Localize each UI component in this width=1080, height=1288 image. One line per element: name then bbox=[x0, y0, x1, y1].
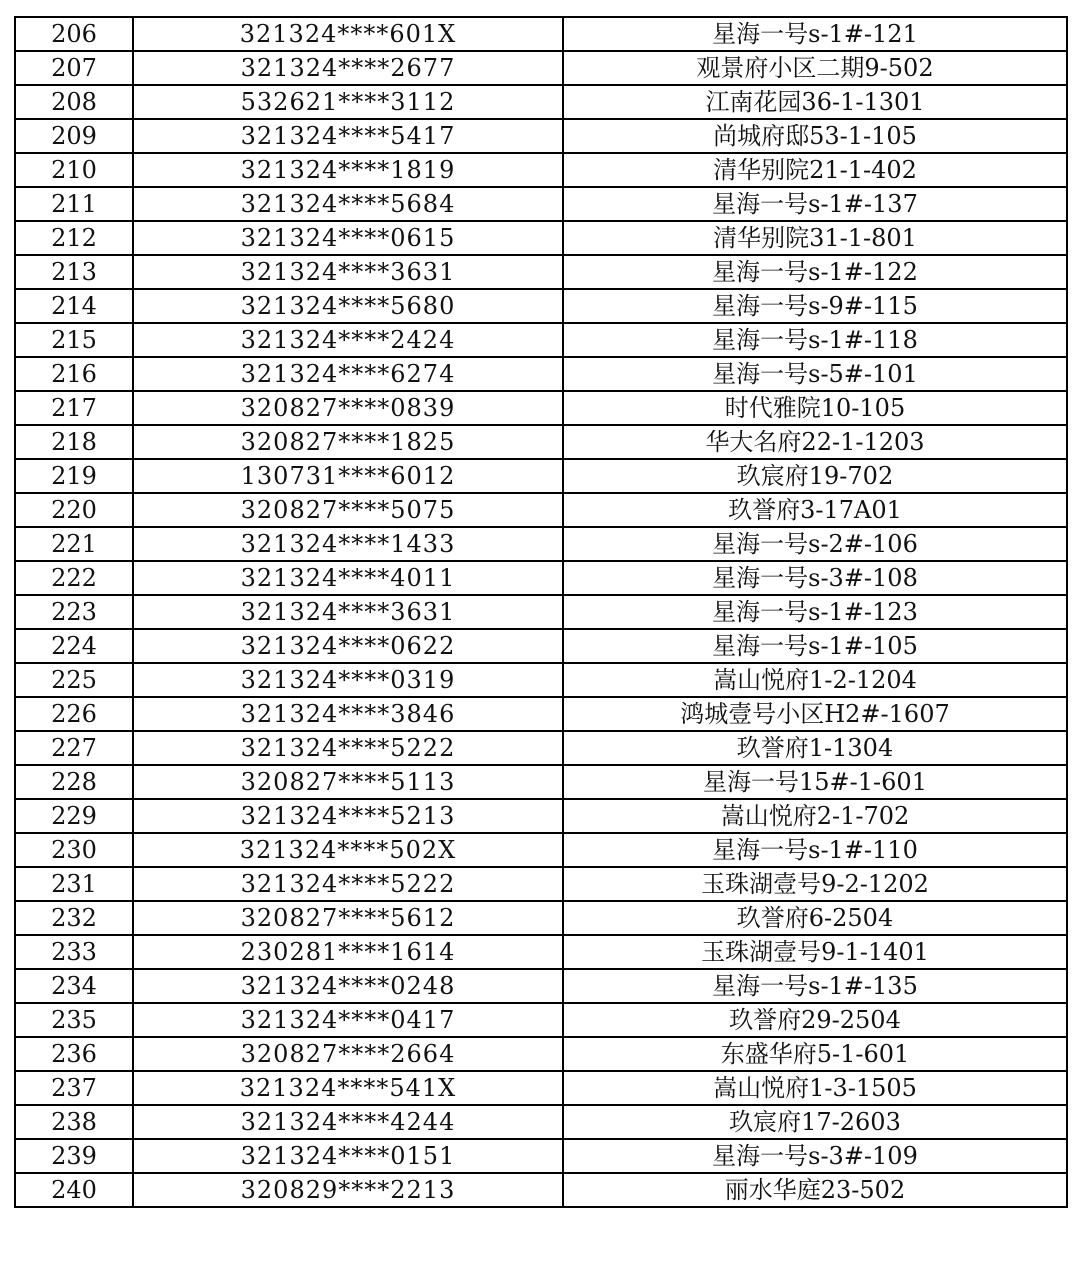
row-number-cell: 231 bbox=[15, 867, 133, 901]
row-number-cell: 236 bbox=[15, 1037, 133, 1071]
address-cell: 清华别院21-1-402 bbox=[563, 153, 1067, 187]
row-number-cell: 210 bbox=[15, 153, 133, 187]
id-number-cell: 321324****6274 bbox=[133, 357, 563, 391]
id-number-cell: 321324****502X bbox=[133, 833, 563, 867]
id-number-cell: 321324****5684 bbox=[133, 187, 563, 221]
address-cell: 时代雅院10-105 bbox=[563, 391, 1067, 425]
row-number-cell: 211 bbox=[15, 187, 133, 221]
table-row bbox=[15, 901, 1067, 935]
address-cell: 玉珠湖壹号9-2-1202 bbox=[563, 867, 1067, 901]
id-number-cell: 320827****5075 bbox=[133, 493, 563, 527]
address-cell: 星海一号s-1#-118 bbox=[563, 323, 1067, 357]
address-cell: 玖誉府29-2504 bbox=[563, 1003, 1067, 1037]
id-number-cell: 321324****0622 bbox=[133, 629, 563, 663]
id-number-cell: 321324****1433 bbox=[133, 527, 563, 561]
row-number-cell: 224 bbox=[15, 629, 133, 663]
table-row bbox=[15, 595, 1067, 629]
table-row bbox=[15, 867, 1067, 901]
row-number-cell: 225 bbox=[15, 663, 133, 697]
id-number-cell: 321324****541X bbox=[133, 1071, 563, 1105]
id-number-cell: 321324****4244 bbox=[133, 1105, 563, 1139]
address-cell: 星海一号s-2#-106 bbox=[563, 527, 1067, 561]
table-row bbox=[15, 51, 1067, 85]
id-number-cell: 321324****4011 bbox=[133, 561, 563, 595]
id-number-cell: 321324****0319 bbox=[133, 663, 563, 697]
table-row bbox=[15, 969, 1067, 1003]
row-number-cell: 219 bbox=[15, 459, 133, 493]
row-number-cell: 207 bbox=[15, 51, 133, 85]
table-row bbox=[15, 255, 1067, 289]
id-number-cell: 321324****5680 bbox=[133, 289, 563, 323]
address-cell: 星海一号s-1#-123 bbox=[563, 595, 1067, 629]
address-cell: 江南花园36-1-1301 bbox=[563, 85, 1067, 119]
address-cell: 星海一号s-1#-135 bbox=[563, 969, 1067, 1003]
address-cell: 嵩山悦府1-3-1505 bbox=[563, 1071, 1067, 1105]
address-cell: 嵩山悦府2-1-702 bbox=[563, 799, 1067, 833]
table-row bbox=[15, 765, 1067, 799]
address-cell: 尚城府邸53-1-105 bbox=[563, 119, 1067, 153]
address-cell: 东盛华府5-1-601 bbox=[563, 1037, 1067, 1071]
row-number-cell: 233 bbox=[15, 935, 133, 969]
row-number-cell: 227 bbox=[15, 731, 133, 765]
table-row bbox=[15, 1105, 1067, 1139]
table-row bbox=[15, 1037, 1067, 1071]
address-cell: 星海一号s-1#-105 bbox=[563, 629, 1067, 663]
id-number-cell: 321324****5222 bbox=[133, 731, 563, 765]
table-row bbox=[15, 119, 1067, 153]
row-number-cell: 212 bbox=[15, 221, 133, 255]
id-number-cell: 321324****0615 bbox=[133, 221, 563, 255]
table-row bbox=[15, 1139, 1067, 1173]
id-number-cell: 321324****0417 bbox=[133, 1003, 563, 1037]
table-row bbox=[15, 1173, 1067, 1207]
table-row bbox=[15, 85, 1067, 119]
id-number-cell: 320827****5612 bbox=[133, 901, 563, 935]
row-number-cell: 235 bbox=[15, 1003, 133, 1037]
address-cell: 星海一号s-3#-109 bbox=[563, 1139, 1067, 1173]
address-cell: 华大名府22-1-1203 bbox=[563, 425, 1067, 459]
id-number-cell: 321324****0248 bbox=[133, 969, 563, 1003]
address-cell: 星海一号s-1#-122 bbox=[563, 255, 1067, 289]
row-number-cell: 238 bbox=[15, 1105, 133, 1139]
address-cell: 星海一号s-5#-101 bbox=[563, 357, 1067, 391]
id-number-cell: 321324****5213 bbox=[133, 799, 563, 833]
id-number-cell: 321324****2424 bbox=[133, 323, 563, 357]
table-row bbox=[15, 17, 1067, 51]
table-row bbox=[15, 697, 1067, 731]
row-number-cell: 213 bbox=[15, 255, 133, 289]
row-number-cell: 221 bbox=[15, 527, 133, 561]
table-row bbox=[15, 527, 1067, 561]
row-number-cell: 239 bbox=[15, 1139, 133, 1173]
address-cell: 星海一号s-1#-137 bbox=[563, 187, 1067, 221]
id-number-cell: 320827****2664 bbox=[133, 1037, 563, 1071]
table-row bbox=[15, 289, 1067, 323]
table-row bbox=[15, 561, 1067, 595]
row-number-cell: 229 bbox=[15, 799, 133, 833]
data-table bbox=[14, 16, 1068, 1208]
row-number-cell: 217 bbox=[15, 391, 133, 425]
id-number-cell: 321324****601X bbox=[133, 17, 563, 51]
id-number-cell: 130731****6012 bbox=[133, 459, 563, 493]
address-cell: 玖宸府19-702 bbox=[563, 459, 1067, 493]
row-number-cell: 220 bbox=[15, 493, 133, 527]
id-number-cell: 532621****3112 bbox=[133, 85, 563, 119]
row-number-cell: 218 bbox=[15, 425, 133, 459]
table-row bbox=[15, 1003, 1067, 1037]
table-row bbox=[15, 323, 1067, 357]
table-row bbox=[15, 493, 1067, 527]
table-row bbox=[15, 629, 1067, 663]
address-cell: 星海一号15#-1-601 bbox=[563, 765, 1067, 799]
table-row bbox=[15, 153, 1067, 187]
id-number-cell: 321324****3846 bbox=[133, 697, 563, 731]
row-number-cell: 215 bbox=[15, 323, 133, 357]
address-cell: 玖誉府6-2504 bbox=[563, 901, 1067, 935]
id-number-cell: 321324****3631 bbox=[133, 595, 563, 629]
row-number-cell: 222 bbox=[15, 561, 133, 595]
id-number-cell: 320829****2213 bbox=[133, 1173, 563, 1207]
row-number-cell: 240 bbox=[15, 1173, 133, 1207]
table-row bbox=[15, 357, 1067, 391]
address-cell: 鸿城壹号小区H2#-1607 bbox=[563, 697, 1067, 731]
id-number-cell: 321324****0151 bbox=[133, 1139, 563, 1173]
row-number-cell: 226 bbox=[15, 697, 133, 731]
address-cell: 星海一号s-1#-110 bbox=[563, 833, 1067, 867]
address-cell: 清华别院31-1-801 bbox=[563, 221, 1067, 255]
address-cell: 星海一号s-3#-108 bbox=[563, 561, 1067, 595]
row-number-cell: 209 bbox=[15, 119, 133, 153]
address-cell: 星海一号s-1#-121 bbox=[563, 17, 1067, 51]
table-row bbox=[15, 833, 1067, 867]
id-number-cell: 320827****1825 bbox=[133, 425, 563, 459]
table-row bbox=[15, 935, 1067, 969]
address-cell: 玉珠湖壹号9-1-1401 bbox=[563, 935, 1067, 969]
row-number-cell: 214 bbox=[15, 289, 133, 323]
table-body bbox=[15, 17, 1067, 1207]
table-row bbox=[15, 425, 1067, 459]
id-number-cell: 321324****5417 bbox=[133, 119, 563, 153]
address-cell: 嵩山悦府1-2-1204 bbox=[563, 663, 1067, 697]
row-number-cell: 237 bbox=[15, 1071, 133, 1105]
row-number-cell: 223 bbox=[15, 595, 133, 629]
table-row bbox=[15, 459, 1067, 493]
table-row bbox=[15, 799, 1067, 833]
row-number-cell: 228 bbox=[15, 765, 133, 799]
id-number-cell: 321324****5222 bbox=[133, 867, 563, 901]
table-row bbox=[15, 731, 1067, 765]
table-row bbox=[15, 391, 1067, 425]
table-row bbox=[15, 221, 1067, 255]
id-number-cell: 320827****0839 bbox=[133, 391, 563, 425]
id-number-cell: 321324****1819 bbox=[133, 153, 563, 187]
table-row bbox=[15, 1071, 1067, 1105]
address-cell: 观景府小区二期9-502 bbox=[563, 51, 1067, 85]
row-number-cell: 208 bbox=[15, 85, 133, 119]
row-number-cell: 216 bbox=[15, 357, 133, 391]
row-number-cell: 232 bbox=[15, 901, 133, 935]
table-row bbox=[15, 663, 1067, 697]
row-number-cell: 206 bbox=[15, 17, 133, 51]
address-cell: 玖誉府1-1304 bbox=[563, 731, 1067, 765]
address-cell: 星海一号s-9#-115 bbox=[563, 289, 1067, 323]
id-number-cell: 321324****2677 bbox=[133, 51, 563, 85]
row-number-cell: 234 bbox=[15, 969, 133, 1003]
row-number-cell: 230 bbox=[15, 833, 133, 867]
table-row bbox=[15, 187, 1067, 221]
id-number-cell: 230281****1614 bbox=[133, 935, 563, 969]
address-cell: 玖宸府17-2603 bbox=[563, 1105, 1067, 1139]
address-cell: 丽水华庭23-502 bbox=[563, 1173, 1067, 1207]
id-number-cell: 321324****3631 bbox=[133, 255, 563, 289]
address-cell: 玖誉府3-17A01 bbox=[563, 493, 1067, 527]
id-number-cell: 320827****5113 bbox=[133, 765, 563, 799]
